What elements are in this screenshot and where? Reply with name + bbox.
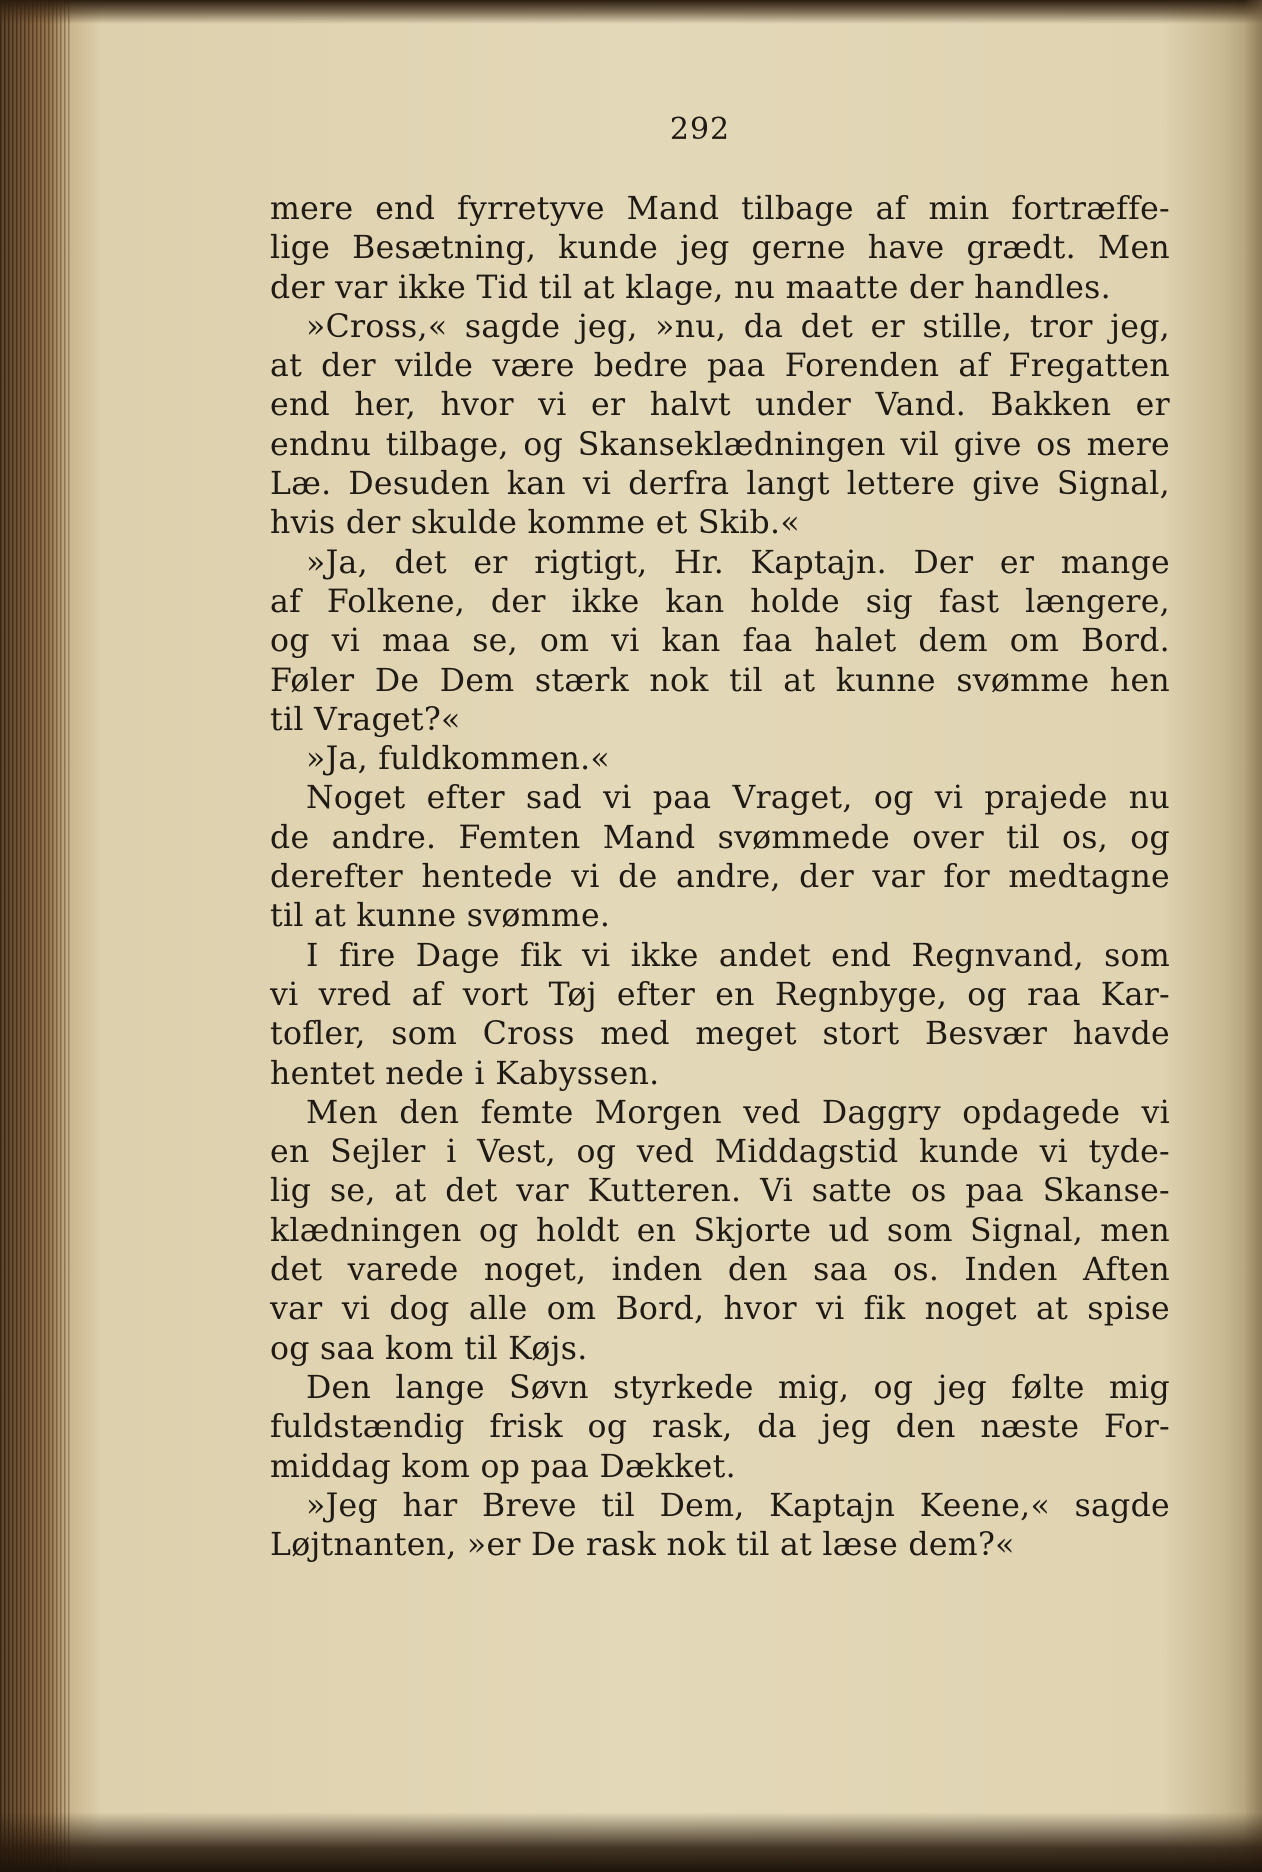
text-line: middag kom op paa Dækket. xyxy=(270,1448,736,1485)
text-line: »Cross,« sagde jeg, »nu, da det er stille, tror jeg, xyxy=(306,308,1170,345)
text-line: tofler, som Cross med meget stort Besvær havde xyxy=(270,1016,1170,1053)
text-line: end her, hvor vi er halvt under Vand. Bakken er xyxy=(270,387,1170,424)
text-line: det varede noget, inden den saa os. Inden Aften xyxy=(270,1252,1170,1289)
text-line: lig se, at det var Kutteren. Vi satte os paa Skanse- xyxy=(270,1173,1170,1210)
text-line: »Ja, fuldkommen.« xyxy=(306,741,610,778)
text-line: endnu tilbage, og Skanseklædningen vil give os mere xyxy=(270,426,1170,463)
right-page-edge xyxy=(1244,0,1262,1872)
text-line: Læ. Desuden kan vi derfra langt lettere give Signal, xyxy=(270,466,1170,503)
text-line: lige Besætning, kunde jeg gerne have grædt. Men xyxy=(270,230,1170,267)
text-line: til at kunne svømme. xyxy=(270,898,611,935)
text-line: hentet nede i Kabyssen. xyxy=(270,1055,660,1092)
page-body-text xyxy=(270,190,1170,1565)
top-shadow xyxy=(0,0,1262,24)
text-line: af Folkene, der ikke kan holde sig fast længere, xyxy=(270,583,1170,620)
text-line: Føler De Dem stærk nok til at kunne svømme hen xyxy=(270,662,1170,699)
text-line: de andre. Femten Mand svømmede over til os, og xyxy=(270,819,1170,856)
text-line: vi vred af vort Tøj efter en Regnbyge, og raa Kar- xyxy=(270,976,1170,1013)
text-line: og saa kom til Køjs. xyxy=(270,1330,588,1367)
text-line: der var ikke Tid til at klage, nu maatte der handles. xyxy=(270,269,1111,306)
book-page-edges xyxy=(0,0,70,1872)
text-line: Den lange Søvn styrkede mig, og jeg følte mig xyxy=(306,1369,1170,1406)
text-line: Men den femte Morgen ved Daggry opdagede vi xyxy=(306,1094,1170,1131)
text-line: »Jeg har Breve til Dem, Kaptajn Keene,« sagde xyxy=(306,1487,1170,1524)
text-line: hvis der skulde komme et Skib.« xyxy=(270,505,800,542)
text-line: mere end fyrretyve Mand tilbage af min fortræffe- xyxy=(270,191,1170,227)
text-line: Noget efter sad vi paa Vraget, og vi prajede nu xyxy=(306,780,1170,817)
text-line: klædningen og holdt en Skjorte ud som Signal, men xyxy=(270,1212,1170,1249)
bottom-shadow xyxy=(0,1812,1262,1872)
text-line: I fire Dage fik vi ikke andet end Regnvand, som xyxy=(306,937,1170,974)
text-line: fuldstændig frisk og rask, da jeg den næste For- xyxy=(270,1409,1170,1446)
text-line: Løjtnanten, »er De rask nok til at læse dem?« xyxy=(270,1527,1015,1564)
text-line: var vi dog alle om Bord, hvor vi fik noget at spise xyxy=(270,1291,1170,1328)
text-line: at der vilde være bedre paa Forenden af Fregatten xyxy=(270,348,1170,385)
text-line: »Ja, det er rigtigt, Hr. Kaptajn. Der er mange xyxy=(306,544,1170,581)
text-line: derefter hentede vi de andre, der var for medtagne xyxy=(270,859,1170,896)
text-line: og vi maa se, om vi kan faa halet dem om Bord. xyxy=(270,623,1170,660)
text-line: til Vraget?« xyxy=(270,701,461,738)
page-number: 292 xyxy=(669,112,731,147)
text-line: en Sejler i Vest, og ved Middagstid kunde vi tyde- xyxy=(270,1134,1170,1171)
